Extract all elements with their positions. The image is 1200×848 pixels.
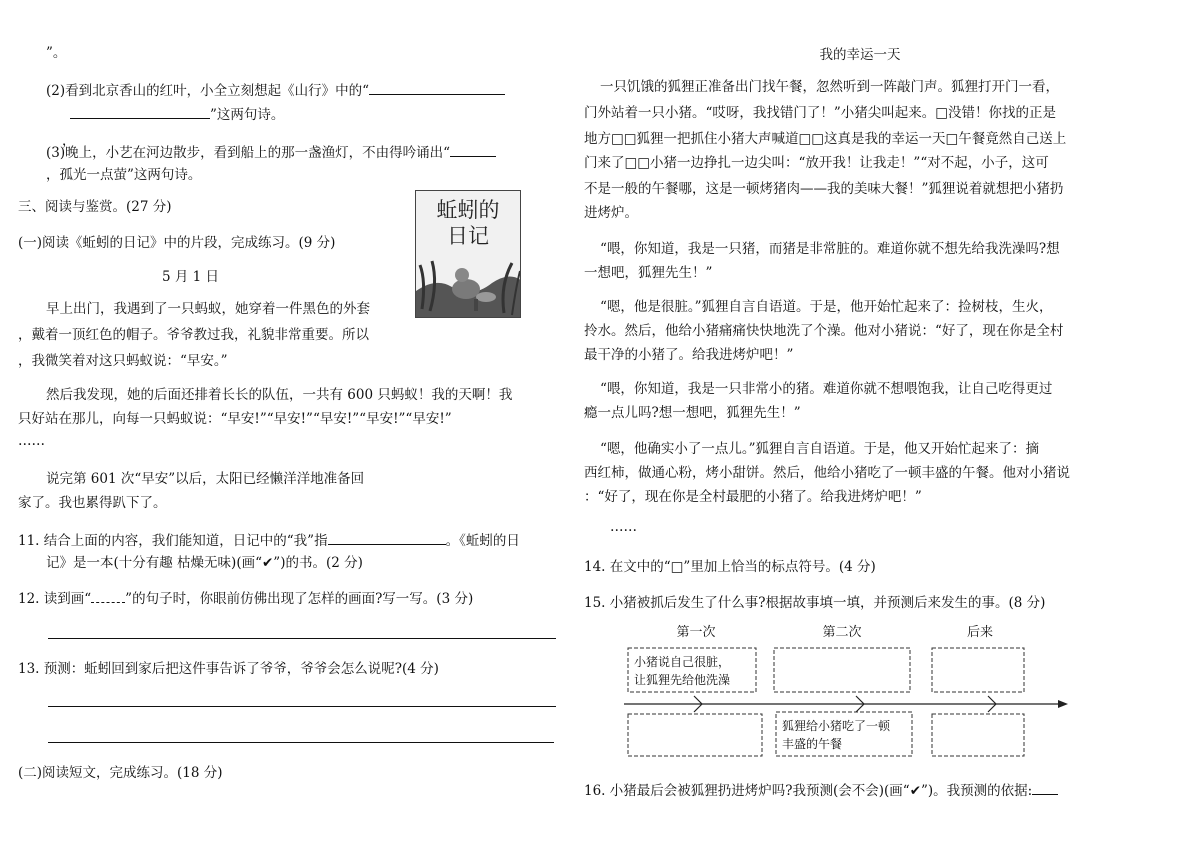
story-line-10: 拎水。然后，他给小猪痛痛快快地洗了个澡。他对小猪说：“好了，现在你是全村 [584, 323, 1064, 339]
section-3-heading: 三、阅读与鉴赏。(27 分) [18, 199, 172, 215]
book-title-line-1: 蚯蚓的 [436, 198, 500, 222]
question-13-line: 13. 预测：蚯蚓回到家后把这件事告诉了爷爷，爷爷会怎么说呢?(4 分) [18, 661, 439, 677]
story-line-12: “喂，你知道，我是一只非常小的猪。难道你就不想喂饱我，让自己吃得更过 [600, 381, 1053, 397]
box-first-time-line-1: 小猪说自己很脏， [634, 655, 731, 669]
story-title: 我的幸运一天 [819, 47, 901, 63]
question-16-line [584, 780, 1058, 800]
question-12-line [18, 590, 473, 608]
question-11-line-2: 记》是一本(十分有趣 枯燥无味)(画“✔”)的书。(2 分) [46, 555, 363, 571]
box-later-top[interactable] [932, 648, 1024, 692]
story-ellipsis: …… [610, 519, 637, 535]
story-line-9: “嗯，他是很脏。”狐狸自言自语道。于是，他开始忙起来了：捡树枝，生火， [600, 299, 1053, 315]
diary-date: 5 月 1 日 [162, 269, 220, 285]
answer-blank-2a[interactable] [369, 80, 505, 95]
story-line-1: 一只饥饿的狐狸正准备出门找午餐，忽然听到一阵敲门声。狐狸打开门一看， [600, 79, 1059, 95]
story-line-7: “喂，你知道，我是一只猪，而猪是非常脏的。难道你就不想先给我洗澡吗?想 [600, 241, 1060, 257]
question-12-tail: ”的句子时，你眼前仿佛出现了怎样的画面?写一写。(3 分) [125, 591, 474, 607]
question-11-line [18, 530, 520, 550]
story-line-3: 地方□□狐狸一把抓住小猪大声喊道□□这真是我的幸运一天□午餐竟然自己送上 [584, 131, 1067, 147]
story-line-15: 西红柿，做通心粉，烤小甜饼。然后，他给小猪吃了一顿丰盛的午餐。他对小猪说 [584, 465, 1070, 481]
diary-paragraph-1c: ，我微笑着对这只蚂蚁说：“早安。” [18, 353, 228, 369]
timeline-arrowhead [1058, 700, 1068, 708]
story-flow-diagram [622, 620, 1072, 760]
diary-paragraph-2c: …… [18, 433, 45, 449]
box-second-time-line-2: 丰盛的午餐 [782, 737, 843, 751]
story-line-2: 门外站着一只小猪。“哎呀，我找错门了！”小猪尖叫起来。□没错！你找的正是 [584, 105, 1057, 121]
story-line-16: ：“好了，现在你是全村最肥的小猪了。给我进烤炉吧！” [584, 489, 922, 505]
diary-paragraph-3a: 说完第 601 次“早安”以后，太阳已经懒洋洋地准备回 [46, 471, 365, 487]
column-first-time: 第一次 [676, 625, 716, 640]
question-2-text: (2)看到北京香山的红叶，小全立刻想起《山行》中的“ [46, 83, 370, 99]
box-second-time-line-1: 狐狸给小猪吃了一顿 [782, 719, 891, 733]
diary-paragraph-2a: 然后我发现，她的后面还排着长长的队伍，一共有 600 只蚂蚁！我的天啊！我 [46, 387, 513, 403]
reading-2-heading: (二)阅读短文，完成练习。(18 分) [18, 765, 223, 781]
story-line-11: 最干净的小猪了。给我进烤炉吧！” [584, 347, 794, 363]
story-line-5: 不是一般的午餐哪，这是一顿烤猪肉——我的美味大餐！”狐狸说着就想把小猪扔 [584, 181, 1064, 197]
story-line-14: “嗯，他确实小了一点儿。”狐狸自言自语道。于是，他又开始忙起来了：摘 [600, 441, 1040, 457]
question-11-text: 11. 结合上面的内容，我们能知道，日记中的“我”指 [18, 533, 328, 549]
answer-line-12[interactable] [48, 638, 556, 639]
story-line-13: 瘾一点儿吗?想一想吧，狐狸先生！” [584, 405, 801, 421]
story-line-8: 一想吧，狐狸先生！” [584, 265, 713, 281]
question-12-text: 12. 读到画“ [18, 591, 92, 607]
question-15: 15. 小猪被抓后发生了什么事?根据故事填一填，并预测后来发生的事。(8 分) [584, 595, 1046, 611]
diary-paragraph-3b: 家了。我也累得趴下了。 [18, 495, 167, 511]
answer-blank-2b[interactable] [70, 104, 210, 119]
box-first-time-bottom[interactable] [628, 714, 762, 756]
book-cover-image [415, 190, 521, 318]
left-line-1: ”。 [46, 45, 67, 61]
reading-1-heading: (一)阅读《蚯蚓的日记》中的片段，完成练习。(9 分) [18, 235, 336, 251]
box-later-bottom[interactable] [932, 714, 1024, 756]
answer-blank-16[interactable] [1032, 780, 1058, 795]
answer-line-13b[interactable] [48, 742, 554, 743]
question-11-tail: 。《蚯蚓的日 [445, 533, 520, 549]
question-2-line-2 [70, 104, 284, 124]
diary-paragraph-2b: 只好站在那儿，向每一只蚂蚁说：“早安!”“早安!”“早安!”“早安!”“早安!” [18, 411, 452, 427]
wavy-underline-sample [91, 590, 125, 603]
story-line-4: 门来了□□小猪一边挣扎一边尖叫：“放开我！让我走！”“对不起，小子，这可 [584, 155, 1049, 171]
answer-blank-11[interactable] [328, 530, 446, 545]
earthworm-illustration [416, 191, 521, 318]
question-3-line [46, 142, 496, 162]
story-line-6: 进烤炉。 [584, 205, 638, 221]
question-16-text: 16. 小猪最后会被狐狸扔进烤炉吗?我预测(会不会)(画“✔”)。我预测的依据: [584, 783, 1033, 799]
left-comma: ， [62, 133, 76, 149]
box-second-time-top[interactable] [774, 648, 910, 692]
diary-paragraph-1b: ，戴着一顶红色的帽子。爷爷教过我，礼貌非常重要。所以 [18, 327, 369, 343]
column-later: 后来 [966, 625, 994, 640]
answer-line-13a[interactable] [48, 706, 556, 707]
answer-blank-3[interactable] [450, 142, 496, 157]
box-first-time-line-2: 让狐狸先给他洗澡 [634, 673, 731, 687]
question-2-tail: ”这两句诗。 [210, 107, 285, 123]
question-3-text: (3)晚上，小艺在河边散步，看到船上的那一盏渔灯，不由得吟诵出“ [46, 145, 451, 161]
column-second-time: 第二次 [822, 625, 862, 640]
question-3-line-2: ，孤光一点萤”这两句诗。 [46, 167, 202, 183]
question-14: 14. 在文中的“□”里加上恰当的标点符号。(4 分) [584, 559, 876, 575]
question-2-line [46, 80, 505, 100]
diary-paragraph-1a: 早上出门，我遇到了一只蚂蚁，她穿着一件黑色的外套 [46, 301, 370, 317]
book-title-line-2: 日记 [447, 224, 489, 248]
